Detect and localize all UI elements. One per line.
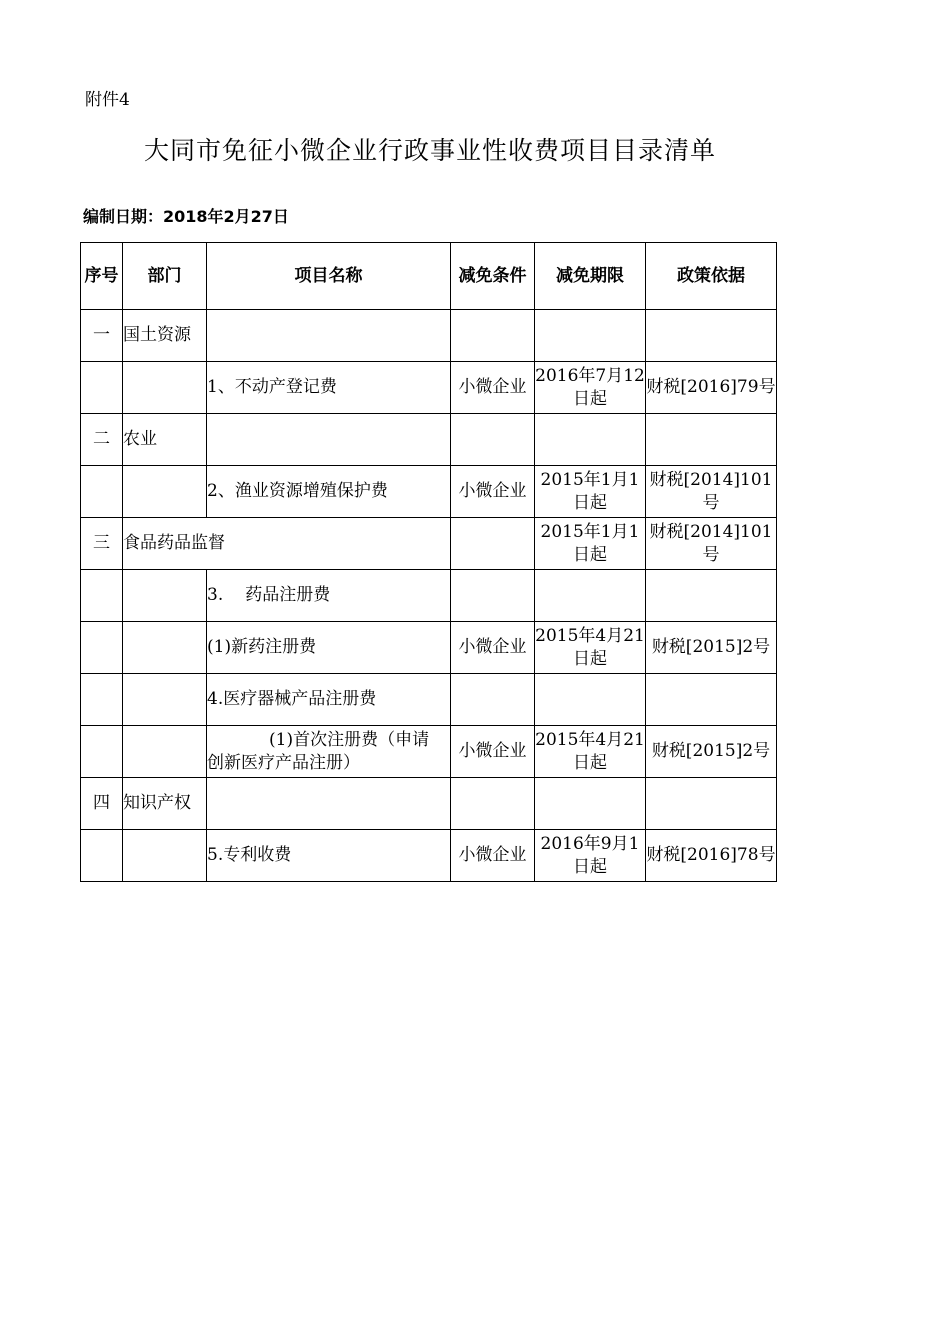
cell-seq [81, 674, 123, 726]
table-row [81, 830, 777, 882]
header-basis: 政策依据 [646, 243, 777, 310]
cell-basis: 财税[2015]2号 [646, 622, 777, 674]
cell-condition [451, 570, 535, 622]
cell-seq [81, 622, 123, 674]
table-row [81, 622, 777, 674]
table-row [81, 362, 777, 414]
cell-name: 1、不动产登记费 [207, 362, 451, 414]
cell-condition [451, 778, 535, 830]
cell-dept: 知识产权 [123, 778, 207, 830]
cell-name-text: 药品注册费 [245, 585, 331, 605]
cell-basis: 财税[2016]79号 [646, 362, 777, 414]
cell-name [207, 310, 451, 362]
cell-period: 2015年1月1日起 [535, 466, 646, 518]
cell-basis [646, 778, 777, 830]
document-title: 大同市免征小微企业行政事业性收费项目目录清单 [143, 136, 716, 165]
cell-basis [646, 310, 777, 362]
cell-dept [123, 830, 207, 882]
cell-dept [123, 466, 207, 518]
cell-seq [81, 466, 123, 518]
cell-basis [646, 570, 777, 622]
cell-name [207, 414, 451, 466]
cell-seq: 二 [81, 414, 123, 466]
cell-dept: 农业 [123, 414, 207, 466]
cell-period [535, 674, 646, 726]
cell-condition [451, 414, 535, 466]
cell-condition: 小微企业 [451, 726, 535, 778]
cell-name [207, 778, 451, 830]
table-row [81, 518, 777, 570]
cell-seq [81, 726, 123, 778]
cell-name [207, 570, 451, 622]
cell-period: 2015年4月21日起 [535, 622, 646, 674]
cell-period [535, 570, 646, 622]
cell-period: 2016年7月12日起 [535, 362, 646, 414]
header-period: 减免期限 [535, 243, 646, 310]
cell-dept: 食品药品监督 [123, 518, 451, 570]
cell-basis: 财税[2014]101号 [646, 466, 777, 518]
cell-seq [81, 830, 123, 882]
cell-condition [451, 674, 535, 726]
cell-seq: 三 [81, 518, 123, 570]
cell-condition [451, 310, 535, 362]
cell-seq: 一 [81, 310, 123, 362]
cell-period: 2015年1月1日起 [535, 518, 646, 570]
header-dept: 部门 [123, 243, 207, 310]
cell-name-prefix: 3. [207, 585, 224, 605]
cell-name: 5.专利收费 [207, 830, 451, 882]
cell-basis: 财税[2015]2号 [646, 726, 777, 778]
attachment-label: 附件4 [85, 90, 130, 110]
cell-dept [123, 622, 207, 674]
table-row [81, 570, 777, 622]
cell-dept [123, 570, 207, 622]
cell-name: (1)新药注册费 [207, 622, 451, 674]
cell-basis: 财税[2016]78号 [646, 830, 777, 882]
cell-basis: 财税[2014]101号 [646, 518, 777, 570]
cell-seq [81, 362, 123, 414]
cell-period [535, 778, 646, 830]
fee-list-table [80, 242, 777, 882]
cell-basis [646, 414, 777, 466]
cell-dept [123, 726, 207, 778]
cell-seq [81, 570, 123, 622]
cell-condition: 小微企业 [451, 830, 535, 882]
cell-dept: 国土资源 [123, 310, 207, 362]
compile-date: 编制日期：2018年2月27日 [83, 207, 289, 226]
cell-condition: 小微企业 [451, 466, 535, 518]
cell-condition: 小微企业 [451, 622, 535, 674]
table-row [81, 466, 777, 518]
cell-period: 2016年9月1日起 [535, 830, 646, 882]
cell-dept [123, 362, 207, 414]
table-row [81, 674, 777, 726]
cell-name: (1)首次注册费（申请创新医疗产品注册） [207, 726, 451, 778]
cell-period [535, 310, 646, 362]
cell-name: 4.医疗器械产品注册费 [207, 674, 451, 726]
cell-name: 2、渔业资源增殖保护费 [207, 466, 451, 518]
header-name: 项目名称 [207, 243, 451, 310]
table-row [81, 726, 777, 778]
cell-basis [646, 674, 777, 726]
header-condition: 减免条件 [451, 243, 535, 310]
cell-seq: 四 [81, 778, 123, 830]
table-header-row [81, 243, 777, 310]
cell-period: 2015年4月21日起 [535, 726, 646, 778]
table-row [81, 778, 777, 830]
table-row [81, 310, 777, 362]
cell-dept [123, 674, 207, 726]
cell-condition [451, 518, 535, 570]
header-seq: 序号 [81, 243, 123, 310]
cell-condition: 小微企业 [451, 362, 535, 414]
cell-period [535, 414, 646, 466]
table-row [81, 414, 777, 466]
